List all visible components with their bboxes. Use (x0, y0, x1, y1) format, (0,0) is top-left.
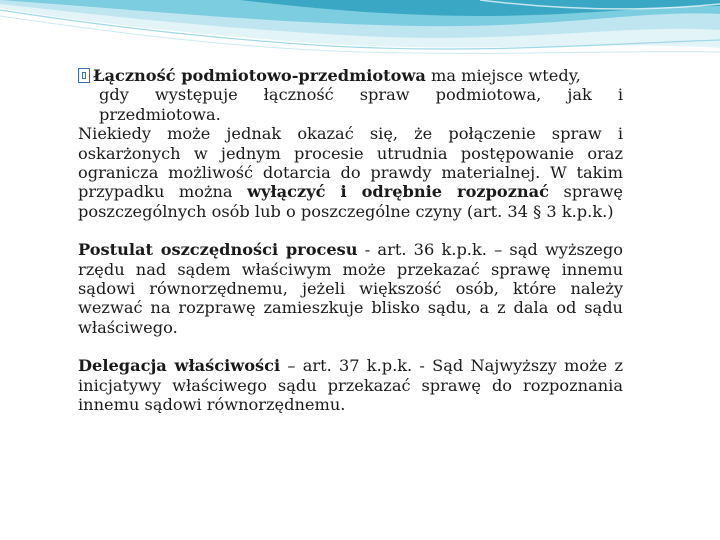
paragraph-postulat-text: - art. 36 k.p.k. – sąd wyższego rzędu nad sądem właściwym może przekazać sprawę innemu sądowi równorzędnemu, jeżeli większość osób, które należy wezwać na rozprawę zamieszkuje blisko sądu, a z dala od sądu właściwego. (78, 240, 623, 337)
paragraph-postulat (78, 240, 623, 337)
term-wylaczyc: wyłączyć i odrębnie rozpoznać (247, 182, 550, 202)
paragraph-delegacja-text: – art. 37 k.p.k. - Sąd Najwyższy może z inicjatywy właściwego sądu przekazać sprawę do rozpoznania innemu sądowi równorzędnemu. (78, 356, 623, 415)
paragraph-lacznosc (78, 66, 623, 85)
paragraph-lacznosc-cont: gdy występuje łączność spraw podmiotowa, jak i przedmiotowa. (99, 85, 623, 124)
term-lacznosc: Łączność podmiotowo-przedmiotowa (93, 66, 426, 85)
paragraph-niekiedy-text: Niekiedy może jednak okazać się, że połączenie spraw i oskarżonych w jednym procesie utrudnia postępowanie oraz ogranicza możliwość dotarcia do prawdy materialnej. W takim przypadku można (78, 124, 623, 202)
paragraph-lacznosc-text: ma miejsce wtedy, (425, 66, 581, 85)
paragraph-niekiedy (78, 124, 623, 221)
slide-body (78, 66, 623, 415)
term-delegacja: Delegacja właściwości (78, 356, 281, 376)
paragraph-niekiedy-end: sprawę poszczególnych osób lub o poszczególne czyny (art. 34 § 3 k.p.k.) (78, 182, 624, 221)
box-bullet-icon (78, 68, 90, 83)
term-postulat: Postulat oszczędności procesu (78, 240, 358, 260)
paragraph-delegacja (78, 356, 623, 414)
